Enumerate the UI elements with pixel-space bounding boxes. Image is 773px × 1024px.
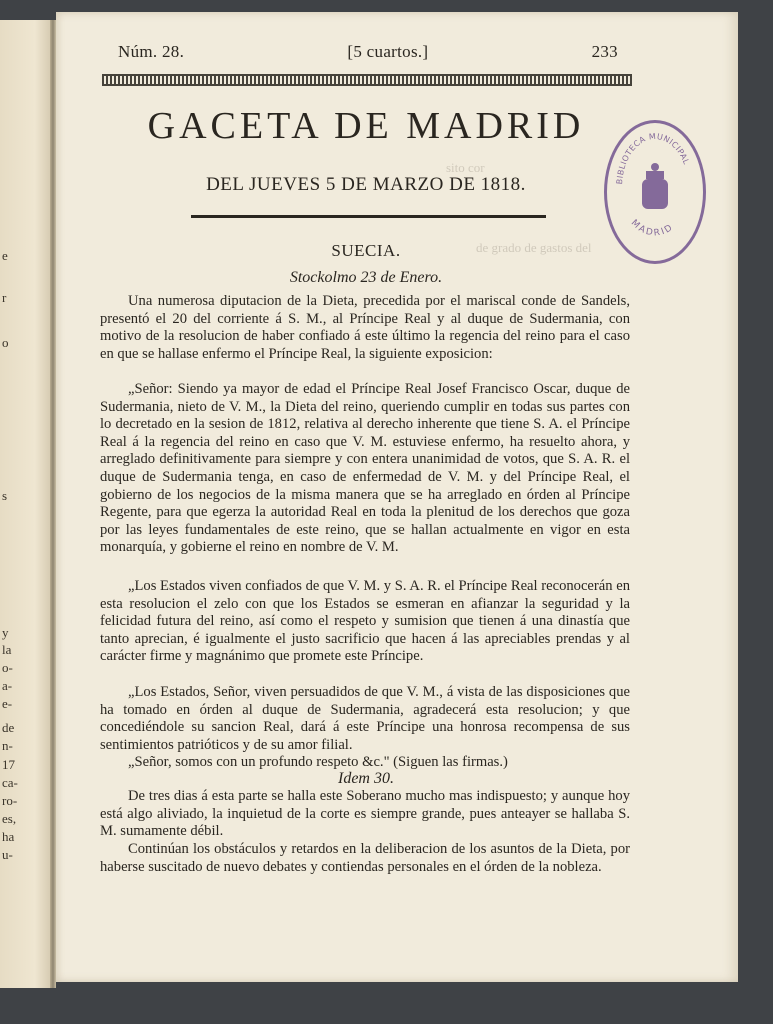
issue-date: DEL JUEVES 5 DE MARZO DE 1818. [206, 174, 526, 195]
article-paragraph: „Señor, somos con un profundo respeto &c." (Siguen las firmas.) [128, 754, 508, 770]
left-page-fragment: u- [2, 847, 13, 862]
article-dateline: Stockolmo 23 de Enero. [289, 269, 443, 286]
article-paragraph: „Los Estados, Señor, viven persuadidos de que V. M., á vista de las disposiciones que ha tomado en órden al duque de Sudermania, agradecerá esta resolucion; y que concediéndole su sancion Real, dará á este Príncipe una honrosa recompensa de sus sentimientos patrióticos y de su amor filial. [100, 684, 630, 753]
left-page-fragment: a- [2, 678, 13, 693]
left-page-fragment: e- [2, 696, 13, 711]
page-header [118, 42, 618, 62]
article-paragraph: De tres dias á esta parte se halla este Soberano mucho mas indispuesto; y aunque hoy está algo aliviado, la inquietud de la corte es siempre grande, pues anteayer se hallaba S. M. sumamente débil. [100, 788, 630, 840]
bleed-through-text: sito cor [446, 160, 485, 175]
left-page-fragment: es, [2, 811, 17, 826]
coat-of-arms-icon [642, 163, 668, 209]
article-paragraph: „Los Estados viven confiados de que V. M. y S. A. R. el Príncipe Real reconocerán en esta resolucion el zelo con que los Estados se esmeran en afianzar la seguridad y la felicidad futura del reino, así como el respeto y sumision que tienen á una dinastía que tanto aprecian, é igualmente el justo sacrificio que hacen á las apreciables prendas y al carácter firme y magnánimo que promete este Príncipe. [100, 578, 630, 665]
article-paragraph: Continúan los obstáculos y retardos en la deliberacion de los asuntos de la Dieta, por haberse suscitado de nuevo debates y contiendas personales en el órden de la nobleza. [100, 841, 630, 875]
left-page-fragment: de [2, 720, 15, 735]
left-page-fragment: ca- [2, 775, 18, 790]
left-page-fragment: e [2, 248, 8, 263]
article-paragraph: „Señor: Siendo ya mayor de edad el Príncipe Real Josef Francisco Oscar, duque de Sudermania, nieto de V. M., la Dieta del reino, queriendo cumplir en todas sus partes con lo decretado en la sesion de 1812, relativa al derecho inherente que tiene S. A. el Príncipe Real á la regencia del reino en caso que V. M. estuviese enfermo, ha resuelto ahora, y arreglado definitivamente para siempre y con entera unanimidad de votos, que S. A. R. el duque de Sudermania tenga, en caso de enfermedad de V. M. y del Príncipe Real, el gobierno de los negocios de la misma manera que se ha arreglado en órden al Príncipe Regente, para que egerza la autoridad Real en toda la plenitud de los derechos que goza por las leyes fundamentales de este reino, que se hallan actualmente en vigor en esta monarquía, y gobierne el reino en nombre de V. M. [100, 381, 630, 556]
left-page-fragment: n- [2, 738, 13, 753]
newspaper-page [56, 12, 738, 982]
svg-text:MADRID [629, 218, 676, 238]
article-paragraph: Una numerosa diputacion de la Dieta, precedida por el mariscal conde de Sandels, presentó el 20 del corriente á S. M., al Príncipe Real y al duque de Sudermania, con motivo de la resolucion de haber confiado á este último la regencia del reino para el caso en que se hallase enfermo el Príncipe Real, la siguiente exposicion: [100, 293, 630, 362]
section-heading: SUECIA. [331, 241, 401, 260]
left-page-fragment: ha [2, 829, 15, 844]
price: [5 cuartos.] [347, 42, 429, 61]
stamp-top-text: BIBLIOTECA MUNICIPAL [615, 131, 691, 185]
left-page-fragment: o- [2, 660, 13, 675]
library-stamp-seal [610, 127, 700, 257]
date-rule [191, 215, 546, 218]
decorative-rule [102, 74, 632, 86]
bleed-through-text: de grado de gastos del [476, 240, 592, 255]
page-number: 233 [591, 42, 618, 61]
left-page-fragment: s [2, 488, 8, 503]
article-dateline: Idem 30. [338, 770, 394, 787]
masthead-title: GACETA DE MADRID [147, 105, 585, 147]
left-page-fragment: y [2, 625, 9, 640]
issue-number: Núm. 28. [118, 42, 185, 61]
stamp-bottom-text: MADRID [628, 218, 676, 239]
left-page-fragment: o [2, 335, 9, 350]
left-page-fragment: r [2, 290, 7, 305]
left-page-fragment: 17 [2, 757, 15, 772]
left-page-fragment: la [2, 642, 12, 657]
left-facing-page [0, 20, 50, 988]
left-page-fragment: ro- [2, 793, 18, 808]
